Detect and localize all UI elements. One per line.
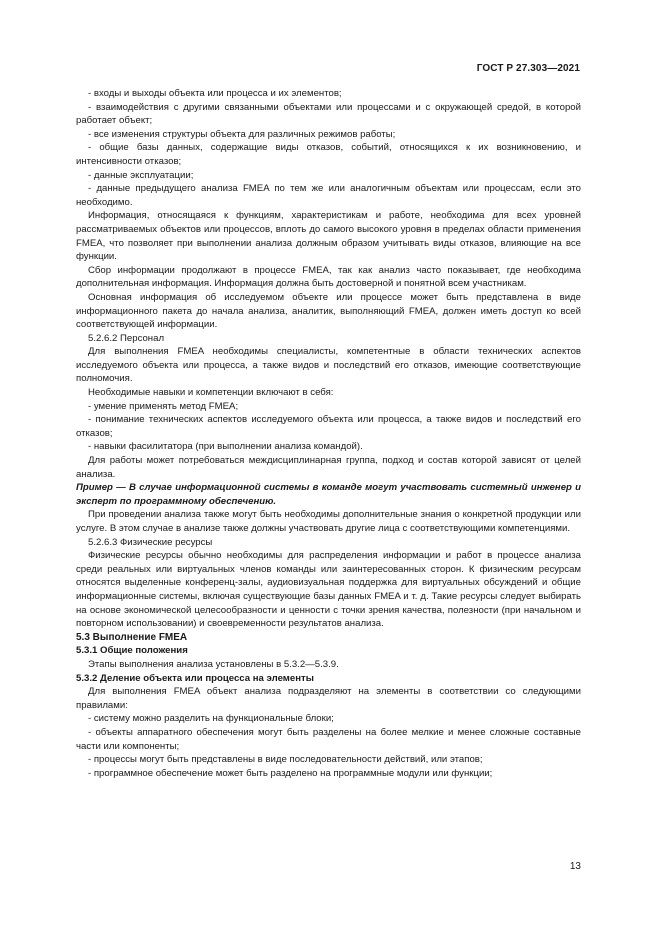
- list-item: - объекты аппаратного обеспечения могут быть разделены на более мелкие и менее сложные составные части или компоненты;: [76, 726, 581, 752]
- page-content: [76, 87, 581, 780]
- list-item: - данные предыдущего анализа FMEA по тем же или аналогичным объектам или процессам, если это необходимо.: [76, 183, 581, 208]
- list-item: - программное обеспечение может быть разделено на программные модули или функции;: [88, 767, 493, 779]
- list-item: - входы и выходы объекта или процесса и их элементов;: [88, 88, 342, 99]
- subsection-heading: 5.3.2 Деление объекта или процесса на элементы: [76, 672, 314, 684]
- paragraph: Для работы может потребоваться междисциплинарная группа, подход и состав которой зависят от целей анализа.: [76, 455, 581, 480]
- paragraph: При проведении анализа также могут быть необходимы дополнительные знания о конкретной продукции или услуге. В этом случае в анализе также должны участвовать другие лица с соответствующими компетенциями.: [76, 509, 581, 534]
- section-heading: 5.3 Выполнение FMEA: [76, 631, 188, 643]
- paragraph: Этапы выполнения анализа установлены в 5.3.2—5.3.9.: [88, 658, 339, 670]
- paragraph: Необходимые навыки и компетенции включают в себя:: [88, 387, 334, 399]
- subsection-heading: 5.3.1 Общие положения: [76, 645, 188, 657]
- paragraph: Для выполнения FMEA необходимы специалисты, компетентные в области технических аспектов исследуемого объекта или процесса, а также видов и последствий его отказов, имеющие соответствующие полномочия.: [76, 346, 581, 385]
- paragraph: Для выполнения FMEA объект анализа подразделяют на элементы в соответствии со следующими правилами:: [76, 686, 581, 711]
- list-item: - все изменения структуры объекта для различных режимов работы;: [88, 128, 396, 140]
- paragraph: Основная информация об исследуемом объекте или процессе может быть представлена в виде информационного пакета до начала анализа, аналитик, выполняющий FMEA, должен иметь доступ ко всей соответствующей информации.: [76, 291, 581, 331]
- list-item: - систему можно разделить на функциональные блоки;: [88, 713, 334, 725]
- example-note: Пример — В случае информационной системы в команде могут участвовать системный инженер и эксперт по программному обеспечению.: [76, 482, 581, 507]
- list-item: - навыки фасилитатора (при выполнении анализа командой).: [88, 441, 363, 453]
- paragraph: Физические ресурсы обычно необходимы для распределения информации и работ в процессе анализа среди реальных или виртуальных членов команды или заинтересованных сторон. К физическим ресурсам относятся выделенные конференц-залы, аудиовизуальная поддержка для виртуальных обсуждений и общие информационные системы, включая существующие базы данных FMEA и т. д. Такие ресурсы следует выбирать на основе экономической целесообразности и ценности с точки зрения качества, полезности (при начальном и повторном использовании) и своевременности результатов анализа.: [76, 550, 581, 630]
- paragraph: Сбор информации продолжают в процессе FMEA, так как анализ часто показывает, где необходима дополнительная информация. Информация должна быть достоверной и понятной всем участникам.: [76, 264, 581, 290]
- paragraph: Информация, относящаяся к функциям, характеристикам и работе, необходима для всех уровней рассматриваемых объектов или процессов, вплоть до самого высокого уровня в пределах области применения FMEA, что позволяет при выполнении анализа должным образом учитывать виды отказов, влияющие на все функции.: [76, 210, 581, 263]
- list-item: - процессы могут быть представлены в виде последовательности действий, или этапов;: [88, 754, 483, 766]
- list-item: - понимание технических аспектов исследуемого объекта или процесса, а также видов и последствий его отказов;: [76, 414, 581, 439]
- subsection-title: 5.2.6.2 Персонал: [88, 332, 165, 344]
- page-number: 13: [569, 861, 581, 872]
- subsection-title: 5.2.6.3 Физические ресурсы: [88, 536, 213, 548]
- list-item: - умение применять метод FMEA;: [88, 400, 239, 412]
- list-item: - взаимодействия с другими связанными объектами или процессами и с окружающей средой, в которой работает объект;: [76, 101, 581, 127]
- list-item: - данные эксплуатации;: [88, 169, 194, 181]
- standard-header: ГОСТ Р 27.303—2021: [476, 63, 580, 74]
- list-item: - общие базы данных, содержащие виды отказов, событий, относящихся к их возникновению, и интенсивности отказов;: [76, 142, 581, 167]
